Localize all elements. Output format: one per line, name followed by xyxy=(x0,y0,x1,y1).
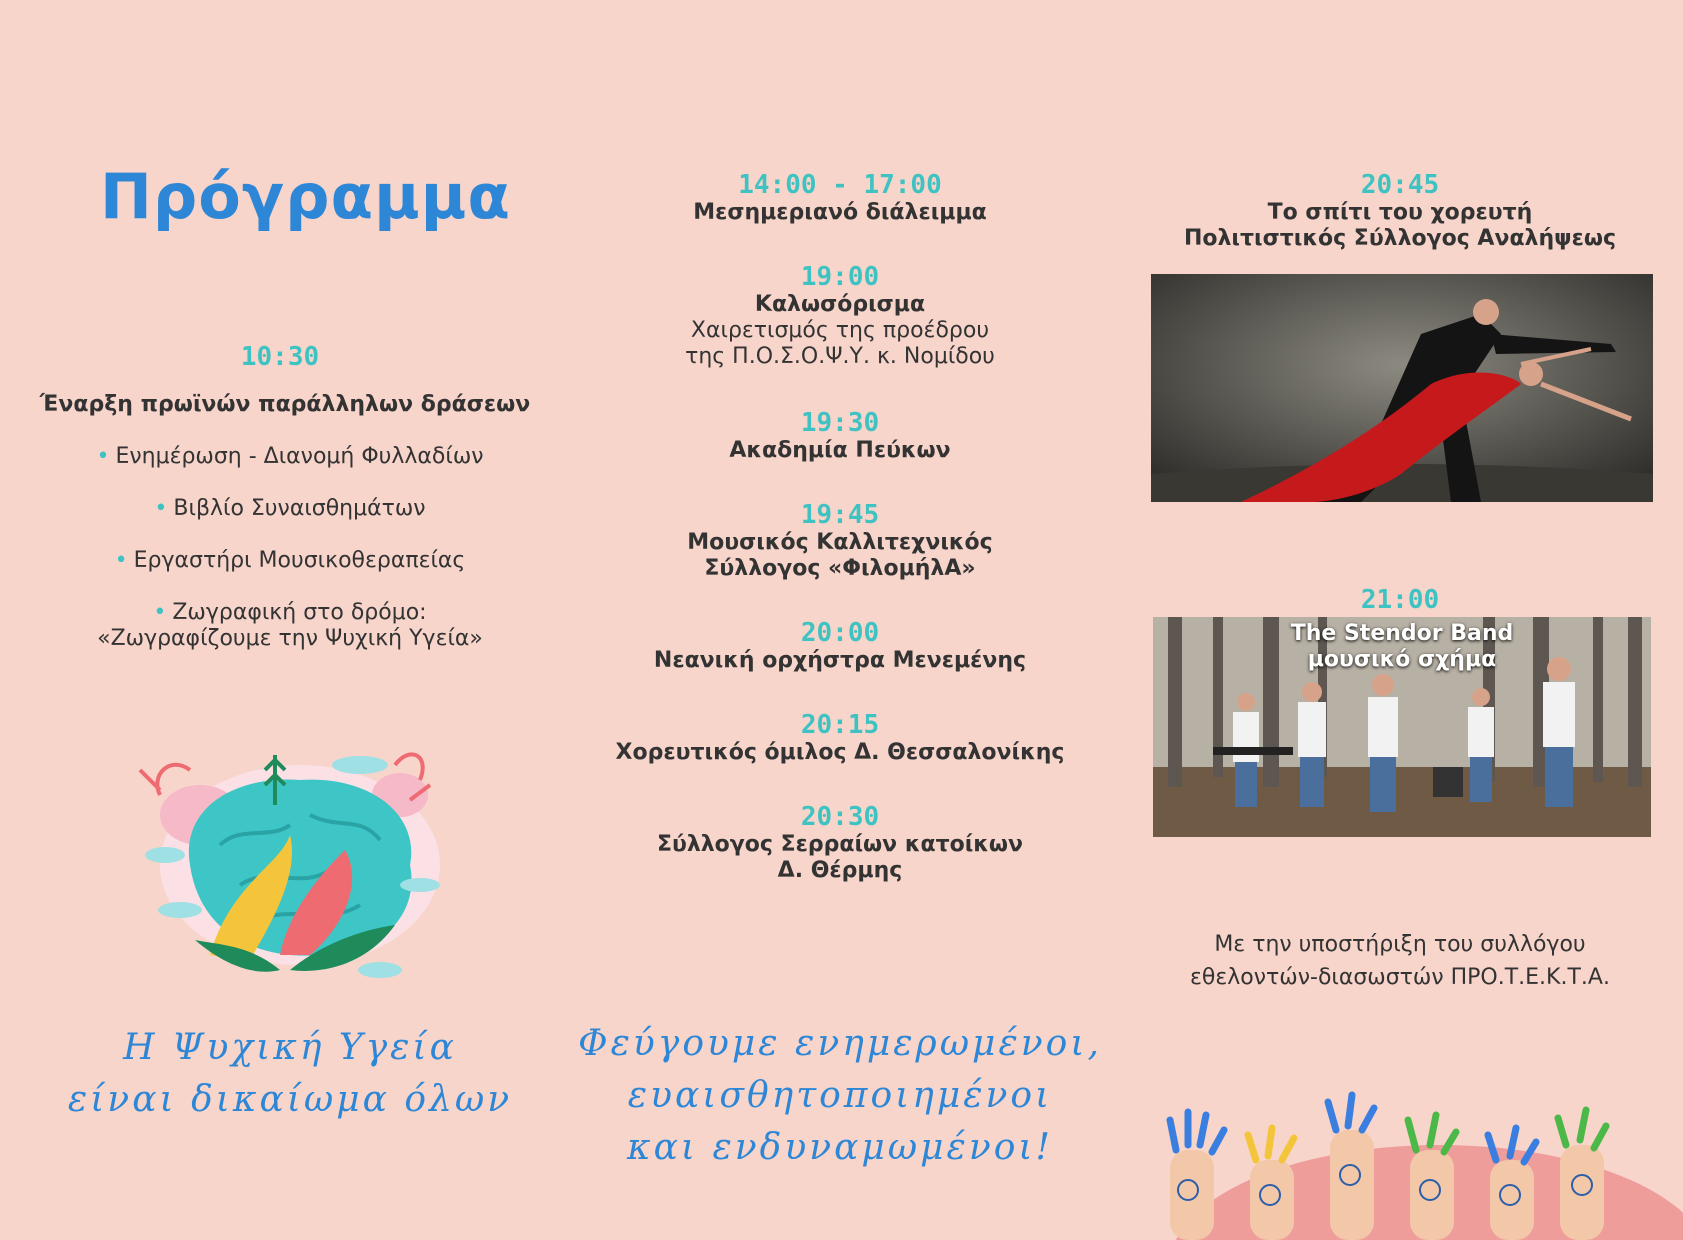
schedule-item: 20:15 Χορευτικός όμιλος Δ. Θεσσαλονίκης xyxy=(580,710,1100,802)
event-time: 19:30 xyxy=(800,408,880,438)
event-time: 20:15 xyxy=(800,710,880,740)
bullet-icon: • xyxy=(154,496,168,521)
afternoon-schedule xyxy=(580,170,1100,894)
activity-item: • Εργαστήρι Μουσικοθεραπείας xyxy=(114,548,466,573)
event-time: 14:00 - 17:00 xyxy=(738,170,942,200)
schedule-item: 19:00 Καλωσόρισμα Χαιρετισμός της προέδρου της Π.Ο.Σ.Ο.Ψ.Υ. κ. Νομίδου xyxy=(580,262,1100,408)
schedule-item: 19:45 Μουσικός Καλλιτεχνικός Σύλλογος «ΦιλομήλΑ» xyxy=(580,500,1100,618)
painted-hands-illustration xyxy=(1140,1090,1683,1240)
band-photo xyxy=(1153,617,1651,837)
page-title: Πρόγραμμα xyxy=(100,160,511,233)
dance-photo xyxy=(1151,274,1653,502)
slogan-middle: Φεύγουμε ενημερωμένοι, ευαισθητοποιημένοι και ενδυναμωμένοι! xyxy=(578,1023,1102,1168)
evening-event-1: 20:45 Το σπίτι του χορευτή Πολιτιστικός Σύλλογος Αναλήψεως xyxy=(1150,170,1650,252)
schedule-item: 14:00 - 17:00 Μεσημεριανό διάλειμμα xyxy=(580,170,1100,262)
event-time: 20:30 xyxy=(800,802,880,832)
schedule-item: 20:00 Νεανική ορχήστρα Μενεμένης xyxy=(580,618,1100,710)
slogan-left: Η Ψυχική Υγεία είναι δικαίωμα όλων xyxy=(67,1027,513,1120)
schedule-item: 20:30 Σύλλογος Σερραίων κατοίκων Δ. Θέρμης xyxy=(580,802,1100,894)
activity-item: • Βιβλίο Συναισθημάτων xyxy=(154,496,426,521)
event-time: 20:45 xyxy=(1360,170,1440,200)
morning-heading: Έναρξη πρωϊνών παράλληλων δράσεων xyxy=(39,392,531,417)
morning-time: 10:30 xyxy=(240,342,320,372)
support-text: Με την υποστήριξη του συλλόγου εθελοντών-διασωστών ΠΡΟ.Τ.Ε.Κ.Τ.Α. xyxy=(1190,932,1610,990)
band-overlay-text: The Stendor Band μουσικό σχήμα xyxy=(1290,621,1514,672)
bullet-icon: • xyxy=(114,548,128,573)
event-time: 19:00 xyxy=(800,262,880,292)
brain-plants-illustration xyxy=(130,745,450,995)
event-time: 19:45 xyxy=(800,500,880,530)
schedule-item: 19:30 Ακαδημία Πεύκων xyxy=(580,408,1100,500)
bullet-icon: • xyxy=(96,444,110,469)
bullet-icon: • xyxy=(153,600,167,625)
activity-item: • Ενημέρωση - Διανομή Φυλλαδίων xyxy=(96,444,484,469)
event-time: 21:00 xyxy=(1360,585,1440,615)
activity-item: • Ζωγραφική στο δρόμο: «Ζωγραφίζουμε την Ψυχική Υγεία» xyxy=(97,600,483,651)
event-time: 20:00 xyxy=(800,618,880,648)
